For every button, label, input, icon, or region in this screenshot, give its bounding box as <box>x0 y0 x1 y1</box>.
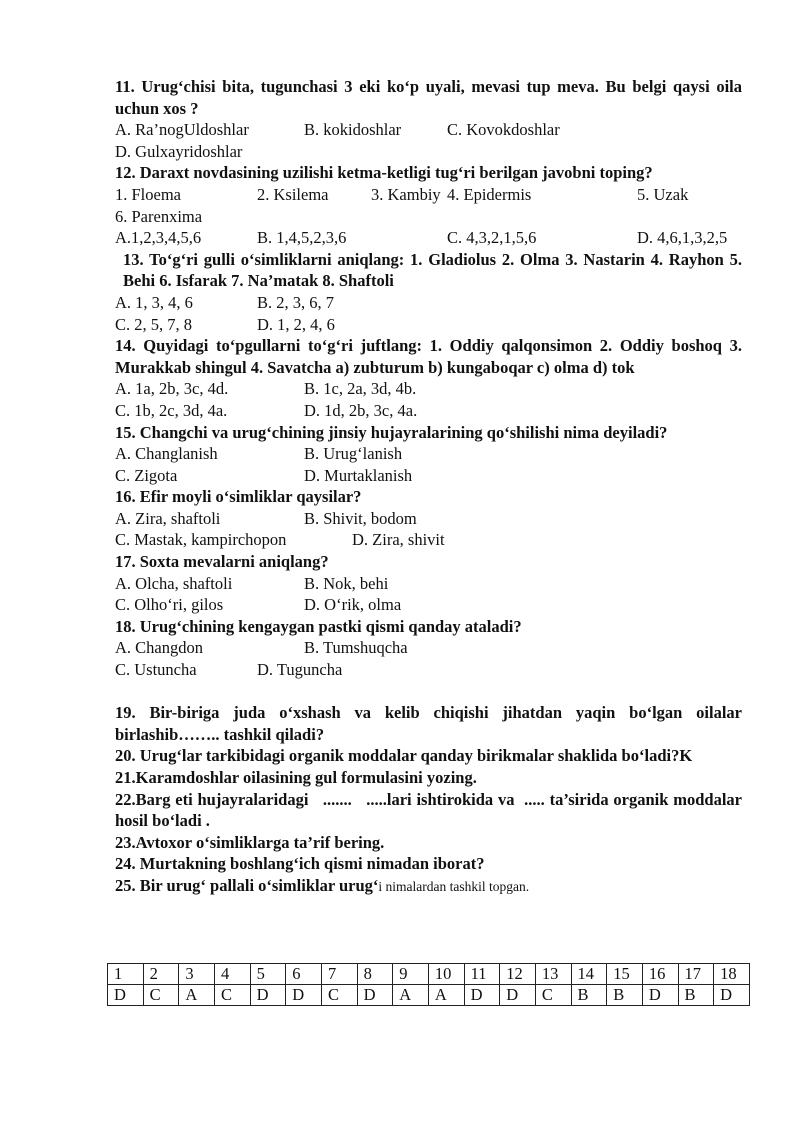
options-row <box>115 292 742 314</box>
list-item: 5. Uzak <box>637 184 689 204</box>
option-a: A. Ra’nogUldoshlar <box>115 120 249 140</box>
options-row <box>115 529 742 551</box>
question-number-cell: 11 <box>464 964 500 985</box>
option-d: D. Zira, shivit <box>352 530 445 550</box>
option-d: D. Gulxayridoshlar <box>115 141 243 161</box>
option-d: D. O‘rik, olma <box>304 595 402 615</box>
question-number-cell: 14 <box>571 964 607 985</box>
answer-letter-cell: C <box>535 985 571 1006</box>
question-number-cell: 7 <box>321 964 357 985</box>
question-number-cell: 8 <box>357 964 393 985</box>
question-15: 15. Changchi va urug‘chining jinsiy hujayralarining qo‘shilishi nima deyiladi? <box>115 422 668 442</box>
option-a: A. 1a, 2b, 3c, 4d. <box>115 379 229 399</box>
question-20: 20. Urug‘lar tarkibidagi organik moddalar qanday birikmalar shaklida bo‘ladi?K <box>115 746 693 766</box>
question-23: 23.Avtoxor o‘simliklarga ta’rif bering. <box>115 832 385 852</box>
question-12: 12. Daraxt novdasining uzilishi ketma-ketligi tug‘ri berilgan javobni toping? <box>115 163 653 183</box>
items-row <box>115 206 742 228</box>
option-c: C. 4,3,2,1,5,6 <box>447 228 537 248</box>
answer-letter-cell: B <box>607 985 643 1006</box>
answer-letter-cell: A <box>428 985 464 1006</box>
answer-letter-cell: D <box>357 985 393 1006</box>
question-number-cell: 13 <box>535 964 571 985</box>
question-17: 17. Soxta mevalarni aniqlang? <box>115 552 329 572</box>
option-a: A. 1, 3, 4, 6 <box>115 292 193 312</box>
list-item: 2. Ksilema <box>257 184 329 204</box>
question-number-cell: 9 <box>393 964 429 985</box>
answer-key-table <box>107 963 750 1006</box>
option-b: B. Nok, behi <box>304 573 389 593</box>
option-b: B. Urug‘lanish <box>304 444 403 464</box>
question-18: 18. Urug‘chining kengaygan pastki qismi qanday ataladi? <box>115 616 522 636</box>
question-number-cell: 18 <box>714 964 750 985</box>
answer-letter-cell: B <box>678 985 714 1006</box>
answer-letter-cell: D <box>714 985 750 1006</box>
option-c: C. 1b, 2c, 3d, 4a. <box>115 400 228 420</box>
options-row <box>115 378 742 400</box>
options-row <box>115 573 742 595</box>
question-number-cell: 4 <box>214 964 250 985</box>
question-number-cell: 16 <box>642 964 678 985</box>
answer-letter-cell: D <box>500 985 536 1006</box>
option-d: D. Tuguncha <box>257 660 343 680</box>
option-c: C. Olho‘ri, gilos <box>115 595 224 615</box>
option-a: A.1,2,3,4,5,6 <box>115 228 202 248</box>
option-a: A. Changdon <box>115 638 203 658</box>
question-11: 11. Urug‘chisi bita, tugunchasi 3 eki ko‘p uyali, mevasi tup meva. Bu belgi qaysi oila uchun xos ? <box>115 77 742 118</box>
options-row <box>115 119 742 141</box>
option-c: C. Mastak, kampirchopon <box>115 530 287 550</box>
option-c: C. 2, 5, 7, 8 <box>115 314 193 334</box>
option-a: A. Olcha, shaftoli <box>115 573 233 593</box>
answer-letter-cell: D <box>108 985 144 1006</box>
answer-letter-cell: D <box>464 985 500 1006</box>
question-13: 13. To‘g‘ri gulli o‘simliklarni aniqlang: 1. Gladiolus 2. Olma 3. Nastarin 4. Rayhon 5. Behi 6. Isfarak 7. Na’matak 8. Shaftoli <box>123 249 742 291</box>
question-number-cell: 17 <box>678 964 714 985</box>
option-a: A. Changlanish <box>115 444 218 464</box>
test-page <box>115 76 747 898</box>
question-number-cell: 6 <box>286 964 322 985</box>
options-row <box>115 314 742 336</box>
question-number-cell: 1 <box>108 964 144 985</box>
option-b: B. 2, 3, 6, 7 <box>257 292 335 312</box>
option-d: D. 1, 2, 4, 6 <box>257 314 335 334</box>
list-item: 4. Epidermis <box>447 184 532 204</box>
answer-letter-cell: C <box>214 985 250 1006</box>
spacer <box>115 681 742 703</box>
answer-letter-cell: A <box>393 985 429 1006</box>
question-25-rest: i nimalardan tashkil topgan. <box>378 878 530 894</box>
options-row <box>115 400 742 422</box>
answer-letter-cell: C <box>143 985 179 1006</box>
list-item: 3. Kambiy <box>371 184 441 204</box>
answer-letters-row <box>108 985 750 1006</box>
question-number-cell: 15 <box>607 964 643 985</box>
options-row <box>115 508 742 530</box>
question-number-cell: 2 <box>143 964 179 985</box>
options-row <box>115 443 742 465</box>
list-item: 6. Parenxima <box>115 206 203 226</box>
answer-letter-cell: B <box>571 985 607 1006</box>
option-d: D. 4,6,1,3,2,5 <box>637 228 728 248</box>
question-number-cell: 12 <box>500 964 536 985</box>
list-item: 1. Floema <box>115 184 181 204</box>
options-row <box>115 659 742 681</box>
answer-letter-cell: A <box>179 985 215 1006</box>
answer-letter-cell: D <box>642 985 678 1006</box>
option-b: B. 1,4,5,2,3,6 <box>257 228 347 248</box>
options-row <box>115 141 742 163</box>
option-c: C. Ustuncha <box>115 660 197 680</box>
answer-numbers-row <box>108 964 750 985</box>
option-c: C. Kovokdoshlar <box>447 120 560 140</box>
question-number-cell: 10 <box>428 964 464 985</box>
question-19: 19. Bir-biriga juda o‘xshash va kelib chiqishi jihatdan yaqin bo‘lgan oilalar birlashib…….. tashkil qiladi? <box>115 703 742 744</box>
option-b: B. Tumshuqcha <box>304 638 408 658</box>
question-25-bold: 25. Bir urug‘ pallali o‘simliklar urug‘ <box>115 875 379 895</box>
question-22: 22.Barg eti hujayralaridagi ....... .....lari ishtirokida va ..... ta’sirida organik moddalar hosil bo‘ladi . <box>115 789 747 831</box>
option-c: C. Zigota <box>115 465 178 485</box>
option-d: D. Murtaklanish <box>304 465 413 485</box>
question-25 <box>115 875 742 898</box>
option-d: D. 1d, 2b, 3c, 4a. <box>304 400 418 420</box>
answer-letter-cell: C <box>321 985 357 1006</box>
option-b: B. kokidoshlar <box>304 120 402 140</box>
question-14: 14. Quyidagi to‘pgullarni to‘g‘ri juftlang: 1. Oddiy qalqonsimon 2. Oddiy boshoq 3. Murakkab shingul 4. Savatcha a) zubturum b) kungaboqar c) olma d) tok <box>115 336 742 377</box>
question-21: 21.Karamdoshlar oilasining gul formulasini yozing. <box>115 768 477 787</box>
options-row <box>115 227 742 249</box>
answer-letter-cell: D <box>286 985 322 1006</box>
options-row <box>115 594 742 616</box>
question-number-cell: 5 <box>250 964 286 985</box>
option-a: A. Zira, shaftoli <box>115 508 221 528</box>
option-b: B. 1c, 2a, 3d, 4b. <box>304 379 417 399</box>
options-row <box>115 465 742 487</box>
option-b: B. Shivit, bodom <box>304 508 417 528</box>
question-24: 24. Murtakning boshlang‘ich qismi nimadan iborat? <box>115 854 485 874</box>
answer-letter-cell: D <box>250 985 286 1006</box>
items-row <box>115 184 742 206</box>
options-row <box>115 637 742 659</box>
question-number-cell: 3 <box>179 964 215 985</box>
question-16: 16. Efir moyli o‘simliklar qaysilar? <box>115 487 362 507</box>
